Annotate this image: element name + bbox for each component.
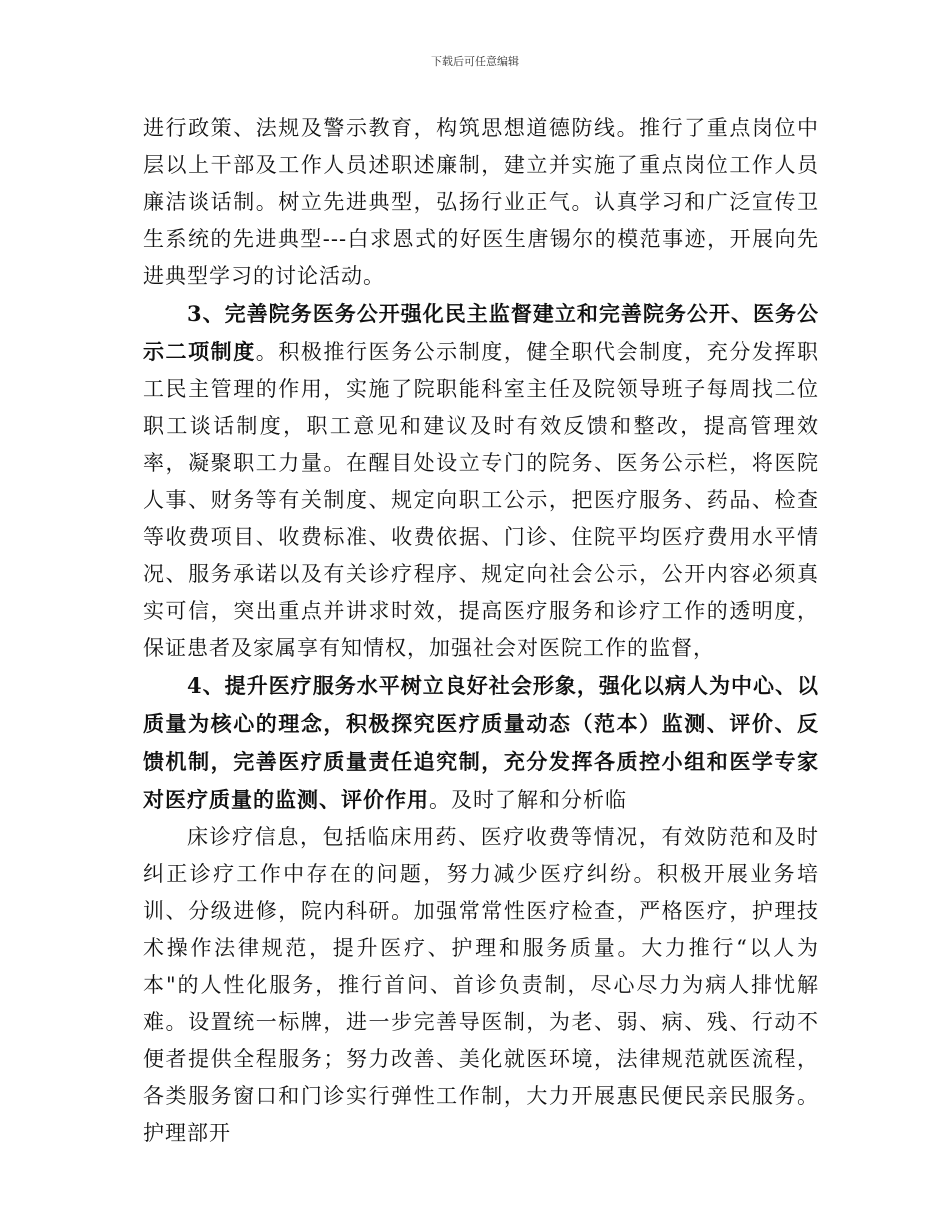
paragraph-3-heading: 4、提升医疗服务水平树立良好社会形象，强化以病人为中心、以质量为核心的理念，积极探究医疗质量动态（范本）监测、评价、反馈机制，完善医疗质量责任追究制，充分发挥各质控小组和医学专家对医疗质量的监测、评价作用 [143, 673, 819, 812]
page-header: 下载后可任意编辑 [431, 55, 519, 68]
paragraph-1: 进行政策、法规及警示教育，构筑思想道德防线。推行了重点岗位中层以上干部及工作人员述职述廉制，建立并实施了重点岗位工作人员廉洁谈话制。树立先进典型，弘扬行业正气。认真学习和广泛宣传卫生系统的先进典型---白求恩式的好医生唐锡尔的模范事迹，开展向先进典型学习的讨论活动。 [143, 116, 819, 288]
paragraph-3 [143, 667, 819, 819]
document-body [143, 110, 819, 1152]
paragraph-3-body: 。及时了解和分析临 [429, 788, 627, 812]
paragraph-2 [143, 295, 819, 667]
paragraph-2-heading: 3、完善院务医务公开强化民主监督建立和完善院务公开、医务公示二项制度 [143, 301, 819, 364]
paragraph-4: 床诊疗信息，包括临床用药、医疗收费等情况，有效防范和及时纠正诊疗工作中存在的问题，努力减少医疗纠纷。积极开展业务培训、分级进修，院内科研。加强常常性医疗检查，严格医疗，护理技术操作法律规范，提升医疗、护理和服务质量。大力推行“以人为本"的人性化服务，推行首问、首诊负责制，尽心尽力为病人排忧解难。设置统一标牌，进一步完善导医制，为老、弱、病、残、行动不便者提供全程服务；努力改善、美化就医环境，法律规范就医流程，各类服务窗口和门诊实行弹性工作制，大力开展惠民便民亲民服务。护理部开 [143, 825, 819, 1145]
paragraph-2-body: 。积极推行医务公示制度，健全职代会制度，充分发挥职工民主管理的作用，实施了院职能科室主任及院领导班子每周找二位职工谈话制度，职工意见和建议及时有效反馈和整改，提高管理效率，凝聚职工力量。在醒目处设立专门的院务、医务公示栏，将医院人事、财务等有关制度、规定向职工公示，把医疗服务、药品、检查等收费项目、收费标准、收费依据、门诊、住院平均医疗费用水平情况、服务承诺以及有关诊疗程序、规定向社会公示，公开内容必须真实可信，突出重点并讲求时效，提高医疗服务和诊疗工作的透明度，保证患者及家属享有知情权，加强社会对医院工作的监督， [143, 340, 820, 660]
